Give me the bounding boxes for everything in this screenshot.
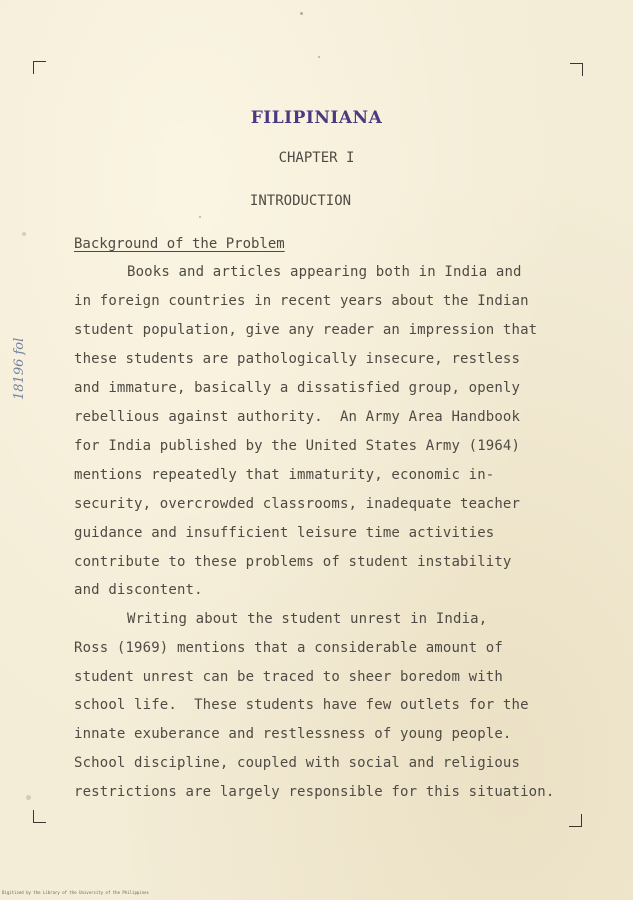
digitization-footer: Digitized by the Library of the University of the Philippines: [2, 890, 149, 895]
section-title: INTRODUCTION: [249, 193, 352, 209]
paper-speck: [199, 216, 201, 218]
body-line: student population, give any reader an impression that: [74, 322, 538, 338]
body-line: Ross (1969) mentions that a considerable amount of: [74, 640, 503, 656]
crop-mark-top-right: [570, 63, 583, 76]
chapter-heading: CHAPTER I: [278, 150, 355, 166]
body-line: these students are pathologically insecure, restless: [74, 351, 521, 367]
crop-mark-bottom-right: [569, 814, 582, 827]
body-line: and immature, basically a dissatisfied group, openly: [74, 380, 521, 396]
body-line: Writing about the student unrest in India,: [127, 611, 488, 627]
subheading: Background of the Problem: [74, 236, 285, 252]
body-line: student unrest can be traced to sheer boredom with: [74, 669, 503, 685]
body-line: Books and articles appearing both in India and: [127, 264, 522, 280]
paper-speck: [318, 56, 320, 58]
body-line: and discontent.: [74, 582, 203, 598]
paper-speck: [26, 795, 31, 800]
paper-speck: [300, 12, 303, 15]
body-line: mentions repeatedly that immaturity, economic in-: [74, 467, 495, 483]
filipiniana-stamp: FILIPINIANA: [250, 108, 383, 128]
body-line: restrictions are largely responsible for this situation.: [74, 784, 555, 800]
body-line: for India published by the United States Army (1964): [74, 438, 521, 454]
body-line: innate exuberance and restlessness of young people.: [74, 726, 512, 742]
body-line: contribute to these problems of student instability: [74, 554, 512, 570]
body-line: school life. These students have few outlets for the: [74, 697, 529, 713]
body-line: rebellious against authority. An Army Area Handbook: [74, 409, 521, 425]
handwritten-margin-note: 18196 fol: [12, 337, 27, 400]
body-line: in foreign countries in recent years about the Indian: [74, 293, 529, 309]
body-line: security, overcrowded classrooms, inadequate teacher: [74, 496, 521, 512]
crop-mark-top-left: [33, 61, 46, 74]
body-line: School discipline, coupled with social and religious: [74, 755, 521, 771]
body-line: guidance and insufficient leisure time activities: [74, 525, 495, 541]
paper-speck: [22, 232, 26, 236]
crop-mark-bottom-left: [33, 810, 46, 823]
